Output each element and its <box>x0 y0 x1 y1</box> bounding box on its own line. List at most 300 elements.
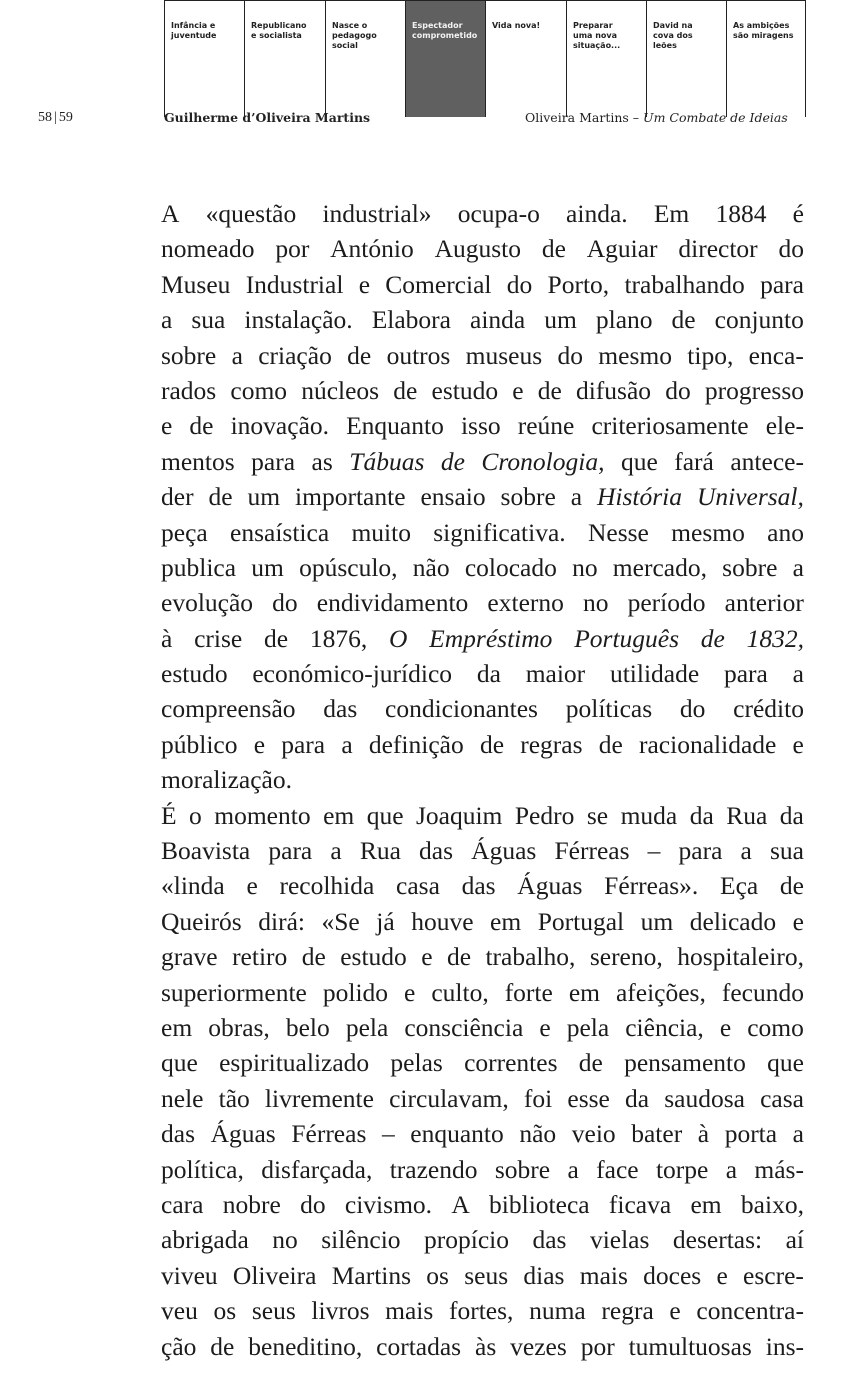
chapter-navigation <box>164 0 806 117</box>
text-word: um <box>544 305 577 335</box>
text-word: Portugal <box>537 906 625 936</box>
text-word: livros <box>311 1296 370 1326</box>
nav-item-label: juventude <box>171 31 217 40</box>
text-word: enquanto <box>410 1119 504 1149</box>
text-word: que <box>366 800 404 830</box>
nav-item-label: e socialista <box>251 31 302 40</box>
text-line <box>161 1045 804 1080</box>
text-line <box>161 762 804 797</box>
text-word: A <box>161 199 180 228</box>
text-word: viveu <box>161 1260 218 1290</box>
text-word: para <box>678 836 723 866</box>
text-word: em <box>690 1189 722 1219</box>
text-word: «questão <box>205 199 297 228</box>
page-number-separator: | <box>54 110 57 125</box>
text-word: porta <box>724 1119 778 1149</box>
text-word: Águas <box>517 871 583 901</box>
running-header-title-italic: Um Combate de Ideias <box>643 110 788 125</box>
nav-item-ambicoes[interactable] <box>726 1 806 117</box>
text-word: isso <box>460 411 501 441</box>
text-word: Oliveira <box>232 1260 317 1290</box>
text-word: um <box>640 906 674 936</box>
text-word: e <box>421 942 433 972</box>
text-word: Águas <box>471 836 537 866</box>
text-word: da <box>625 1083 650 1113</box>
text-word: não <box>519 1119 557 1149</box>
nav-item-label: Espectador <box>412 21 463 30</box>
text-line <box>161 656 804 691</box>
text-line <box>161 1152 804 1187</box>
text-line <box>161 196 804 231</box>
text-word: Pedro <box>514 800 575 830</box>
nav-item-label: leões <box>653 41 677 50</box>
text-word: Férreas <box>554 836 630 866</box>
text-word: culto, <box>431 977 489 1007</box>
nav-item-label: Preparar <box>573 21 613 30</box>
nav-item-infancia[interactable] <box>164 1 244 117</box>
text-line <box>161 975 804 1010</box>
text-word: cortadas <box>376 1331 462 1361</box>
text-word: no <box>572 552 598 582</box>
text-word: criação <box>258 340 332 370</box>
nav-item-republicano[interactable] <box>244 1 325 117</box>
text-word-italic: História <box>596 482 683 512</box>
text-word-italic: de <box>700 623 725 653</box>
text-word: das <box>419 836 454 866</box>
text-word: dirá: <box>258 906 305 936</box>
text-word: da <box>476 659 501 689</box>
body-text <box>161 196 804 1364</box>
text-word: pela <box>345 1012 389 1042</box>
text-word: e <box>539 1012 551 1042</box>
text-word: políticas <box>565 694 653 724</box>
text-word: propício <box>424 1225 509 1255</box>
nav-item-label: Infância e <box>171 21 216 30</box>
text-word: mais <box>385 1296 434 1326</box>
text-word: em <box>490 906 522 936</box>
text-line <box>161 1329 804 1364</box>
text-word-italic: 1832, <box>746 623 804 653</box>
text-word: obras, <box>208 1012 270 1042</box>
text-word: não <box>412 552 450 582</box>
text-word: sobre <box>500 482 556 512</box>
text-word: estudo <box>340 942 407 972</box>
text-word: e <box>792 906 804 936</box>
nav-item-pedagogo[interactable] <box>325 1 405 117</box>
text-word: as <box>311 446 333 476</box>
nav-item-espectador[interactable] <box>405 1 485 117</box>
page-number <box>38 110 73 126</box>
text-word: crise <box>194 623 243 653</box>
text-word: mesmo <box>671 517 745 547</box>
text-line <box>161 691 804 726</box>
text-word: importante <box>295 482 406 512</box>
text-word: bater <box>631 1119 683 1149</box>
text-word: da <box>779 800 804 830</box>
text-word: moralização. <box>161 765 292 795</box>
text-word: e <box>669 1296 681 1326</box>
text-word: director <box>678 234 758 264</box>
text-word: «Se <box>321 906 360 936</box>
text-word: vielas <box>589 1225 650 1255</box>
nav-item-david[interactable] <box>646 1 726 117</box>
text-word: endividamento <box>316 588 469 618</box>
text-word: maior <box>525 659 586 689</box>
text-word: à <box>161 623 173 653</box>
text-word: momento <box>214 800 311 830</box>
text-word: publica <box>161 552 237 582</box>
text-line <box>161 373 804 408</box>
text-word: estudo <box>161 659 228 689</box>
text-word: consciência <box>404 1012 524 1042</box>
text-word: do <box>300 1189 326 1219</box>
nav-item-label: Republicano <box>251 21 307 30</box>
text-word: circulavam, <box>389 1083 509 1113</box>
text-word: hospitaleiro, <box>677 942 804 972</box>
text-word: instalação. <box>244 305 353 335</box>
text-word: de <box>393 375 418 405</box>
text-line <box>161 550 804 585</box>
text-word: estudo <box>431 375 499 405</box>
text-word: peça <box>161 517 208 547</box>
text-word-italic: O <box>388 623 408 653</box>
text-word: torpe <box>655 1154 709 1184</box>
text-word: sua <box>191 305 226 335</box>
text-word: é <box>792 199 804 228</box>
text-word: pensamento <box>624 1048 746 1078</box>
running-header-title <box>525 110 788 125</box>
text-word: polido <box>322 977 389 1007</box>
text-word: público <box>161 729 238 759</box>
text-word: baixo, <box>740 1189 804 1219</box>
text-word: a <box>231 340 243 370</box>
text-word: Boavista <box>161 836 251 866</box>
text-word: ainda <box>470 305 526 335</box>
page-number-right: 59 <box>58 110 73 125</box>
text-word: face <box>596 1154 639 1184</box>
text-word: Augusto <box>434 234 521 264</box>
text-word: sobre <box>494 1154 551 1184</box>
text-word: ainda. <box>566 199 628 228</box>
text-word: compreensão <box>161 694 296 724</box>
text-word: nobre <box>222 1189 281 1219</box>
text-word: difusão <box>575 375 652 405</box>
text-word: ciência, <box>625 1012 704 1042</box>
text-word: museus <box>465 340 543 370</box>
text-word: crédito <box>733 694 804 724</box>
text-line <box>161 1116 804 1151</box>
text-line <box>161 904 804 939</box>
text-word: superiormente <box>161 977 307 1007</box>
text-word: se <box>586 800 609 830</box>
text-word: grave <box>161 942 218 972</box>
text-word: casa <box>760 1083 804 1113</box>
text-word: 1876, <box>309 623 368 653</box>
text-word: cara <box>161 1189 204 1219</box>
text-word: em <box>568 977 600 1007</box>
text-word: das <box>161 1119 195 1149</box>
text-word: a <box>570 482 583 512</box>
text-line <box>161 621 804 656</box>
text-word: e <box>253 729 266 759</box>
text-word: no <box>583 588 609 618</box>
nav-item-label: David na <box>653 21 693 30</box>
text-word: veu <box>161 1296 198 1326</box>
text-word: vezes <box>510 1331 567 1361</box>
text-word: os <box>426 1260 449 1290</box>
text-word: das <box>532 1225 567 1255</box>
text-word: do <box>506 269 533 299</box>
text-word: Rua <box>726 800 768 830</box>
text-word: regra <box>601 1296 654 1326</box>
text-word: e <box>716 1260 728 1290</box>
text-word: para <box>251 446 296 476</box>
text-word: ano <box>767 517 804 547</box>
text-word: para <box>760 269 804 299</box>
text-word: que <box>161 1048 198 1078</box>
nav-item-preparar[interactable] <box>566 1 646 117</box>
text-word: que <box>620 446 658 476</box>
text-word: Rua <box>359 836 401 866</box>
text-word: Elabora <box>371 305 451 335</box>
text-word: a <box>330 836 342 866</box>
text-word: delicado <box>689 906 777 936</box>
text-word: de <box>598 729 623 759</box>
text-word: de <box>671 305 696 335</box>
text-word: do <box>778 234 804 264</box>
text-word: sobre <box>161 340 217 370</box>
text-word: mesmo <box>598 340 672 370</box>
text-word: Nesse <box>587 517 649 547</box>
text-word: abrigada <box>161 1225 249 1255</box>
text-line <box>161 444 804 479</box>
text-word: a <box>725 1154 738 1184</box>
text-word: como <box>747 1012 804 1042</box>
text-word: a <box>567 1154 579 1184</box>
text-line <box>161 338 804 373</box>
text-word: progresso <box>704 375 804 405</box>
text-word: já <box>376 906 395 936</box>
text-word: forte <box>504 977 553 1007</box>
nav-item-label: social <box>332 41 358 50</box>
text-word: afeições, <box>615 977 706 1007</box>
text-word: núcleos <box>301 375 380 405</box>
text-word: externo <box>487 588 564 618</box>
text-word: e <box>246 871 258 901</box>
text-word: nomeado <box>161 234 255 264</box>
text-line <box>161 868 804 903</box>
text-word: plano <box>595 305 653 335</box>
text-word-italic: de <box>440 446 465 476</box>
text-word: das <box>461 871 496 901</box>
text-word: Joaquim <box>415 800 503 830</box>
text-word: por <box>580 1331 615 1361</box>
text-line <box>161 479 804 514</box>
text-word: muda <box>620 800 678 830</box>
text-line <box>161 1222 804 1257</box>
text-word: seus <box>464 1260 509 1290</box>
text-word: Porto, <box>547 269 610 299</box>
text-word: à <box>697 1119 710 1149</box>
text-word: a <box>341 729 353 759</box>
text-word: enca- <box>748 340 804 370</box>
text-word: Aguiar <box>586 234 658 264</box>
text-word: de <box>264 623 289 653</box>
text-word: beneditino, <box>248 1331 363 1361</box>
text-word: Férreas <box>291 1119 367 1149</box>
text-word: Museu <box>161 269 231 299</box>
text-word: saudosa <box>664 1083 745 1113</box>
text-word: e <box>719 1012 732 1042</box>
text-word: de <box>537 375 562 405</box>
text-word: numa <box>529 1296 586 1326</box>
text-line <box>161 727 804 762</box>
text-word: anterior <box>724 588 804 618</box>
text-word: tipo, <box>687 340 734 370</box>
text-word: a <box>792 659 804 689</box>
text-word: outros <box>386 340 451 370</box>
text-word: no <box>272 1225 298 1255</box>
text-word: sereno, <box>589 942 663 972</box>
text-word: Comercial <box>385 269 492 299</box>
text-word: trabalhando <box>624 269 745 299</box>
text-word-italic: Empréstimo <box>429 623 553 653</box>
text-word: de <box>347 340 372 370</box>
nav-item-label: são miragens <box>733 31 794 40</box>
text-word: ensaio <box>420 482 486 512</box>
text-word: inovação. <box>230 411 330 441</box>
text-word: do <box>272 588 298 618</box>
text-word: António <box>330 234 414 264</box>
text-word: utilidade <box>609 659 700 689</box>
text-word: e <box>404 977 416 1007</box>
text-word: opúsculo, <box>299 552 398 582</box>
text-word: mentos <box>161 446 235 476</box>
text-word: – <box>381 1119 395 1149</box>
text-word: os <box>213 1296 237 1326</box>
text-word: em <box>161 1012 193 1042</box>
text-word: ele- <box>765 411 804 441</box>
text-word: de <box>479 729 505 759</box>
text-word: fecundo <box>721 977 804 1007</box>
text-word: fará <box>674 446 714 476</box>
text-word: racionalidade <box>639 729 777 759</box>
text-line <box>161 1258 804 1293</box>
text-word: colocado <box>464 552 557 582</box>
text-word: correntes <box>464 1048 558 1078</box>
nav-item-label: situação... <box>573 41 621 50</box>
text-word: más- <box>754 1154 804 1184</box>
text-word: biblioteca <box>489 1189 590 1219</box>
text-word: dias <box>523 1260 565 1290</box>
text-word-italic: Tábuas <box>349 446 425 476</box>
text-word: nele <box>161 1083 204 1113</box>
text-word: do <box>679 694 706 724</box>
text-word: em <box>323 800 355 830</box>
text-word: mais <box>579 1260 628 1290</box>
text-line <box>161 302 804 337</box>
text-word: foi <box>523 1083 553 1113</box>
text-word: Em <box>653 199 690 228</box>
text-word: pelas <box>390 1048 443 1078</box>
text-word: É <box>161 800 177 830</box>
text-word: para <box>268 836 313 866</box>
text-word: para <box>281 729 326 759</box>
text-word: casa <box>396 871 440 901</box>
text-word: A <box>451 1189 470 1219</box>
text-word: recolhida <box>279 871 375 901</box>
text-word: tão <box>218 1083 250 1113</box>
nav-item-vida-nova[interactable] <box>485 1 566 117</box>
text-word: esse <box>567 1083 610 1113</box>
text-word: ensaística <box>230 517 330 547</box>
text-word: «linda <box>161 871 225 901</box>
text-line <box>161 231 804 266</box>
text-word: conjunto <box>714 305 804 335</box>
text-line <box>161 585 804 620</box>
text-word: houve <box>411 906 474 936</box>
text-line <box>161 1081 804 1116</box>
text-word: livremente <box>264 1083 374 1113</box>
text-word: e <box>161 411 173 441</box>
text-word: veio <box>571 1119 616 1149</box>
text-word: de <box>578 1048 603 1078</box>
text-word: condicionantes <box>385 694 538 724</box>
text-word: significativa. <box>433 517 566 547</box>
text-word: um <box>251 552 284 582</box>
text-line <box>161 1187 804 1222</box>
text-word: reúne <box>517 411 575 441</box>
text-word: sua <box>769 836 804 866</box>
text-word: do <box>557 340 583 370</box>
text-word: muito <box>351 517 411 547</box>
text-word: aí <box>785 1225 804 1255</box>
text-word: a <box>161 305 173 335</box>
text-line <box>161 515 804 550</box>
text-word: para <box>723 659 768 689</box>
text-word: de <box>208 482 233 512</box>
text-word: trazendo <box>389 1154 478 1184</box>
text-line <box>161 833 804 868</box>
text-word: do <box>665 375 691 405</box>
text-word: Férreas». <box>604 871 699 901</box>
text-word-italic: Português <box>574 623 680 653</box>
text-word: por <box>275 234 310 264</box>
text-word: der <box>161 482 194 512</box>
text-word: industrial» <box>322 199 432 228</box>
running-header-author: Guilherme d’Oliveira Martins <box>164 110 371 125</box>
text-word: de <box>541 234 566 264</box>
text-line <box>161 939 804 974</box>
text-word: Queirós <box>161 906 242 936</box>
text-word: silêncio <box>321 1225 401 1255</box>
text-word: a <box>792 1119 804 1149</box>
text-line <box>161 798 804 833</box>
text-word: e <box>358 269 371 299</box>
text-word: e <box>792 729 804 759</box>
text-word: – <box>647 836 661 866</box>
text-word: como <box>230 375 288 405</box>
text-word: um <box>247 482 281 512</box>
text-word: a <box>740 836 752 866</box>
text-word: ins- <box>765 1331 804 1361</box>
page-number-left: 58 <box>38 110 52 125</box>
text-word: 1884 <box>715 199 767 228</box>
text-word: fortes, <box>448 1296 514 1326</box>
text-word: espiritualizado <box>219 1048 370 1078</box>
text-word: de <box>446 942 472 972</box>
text-word: às <box>475 1331 497 1361</box>
